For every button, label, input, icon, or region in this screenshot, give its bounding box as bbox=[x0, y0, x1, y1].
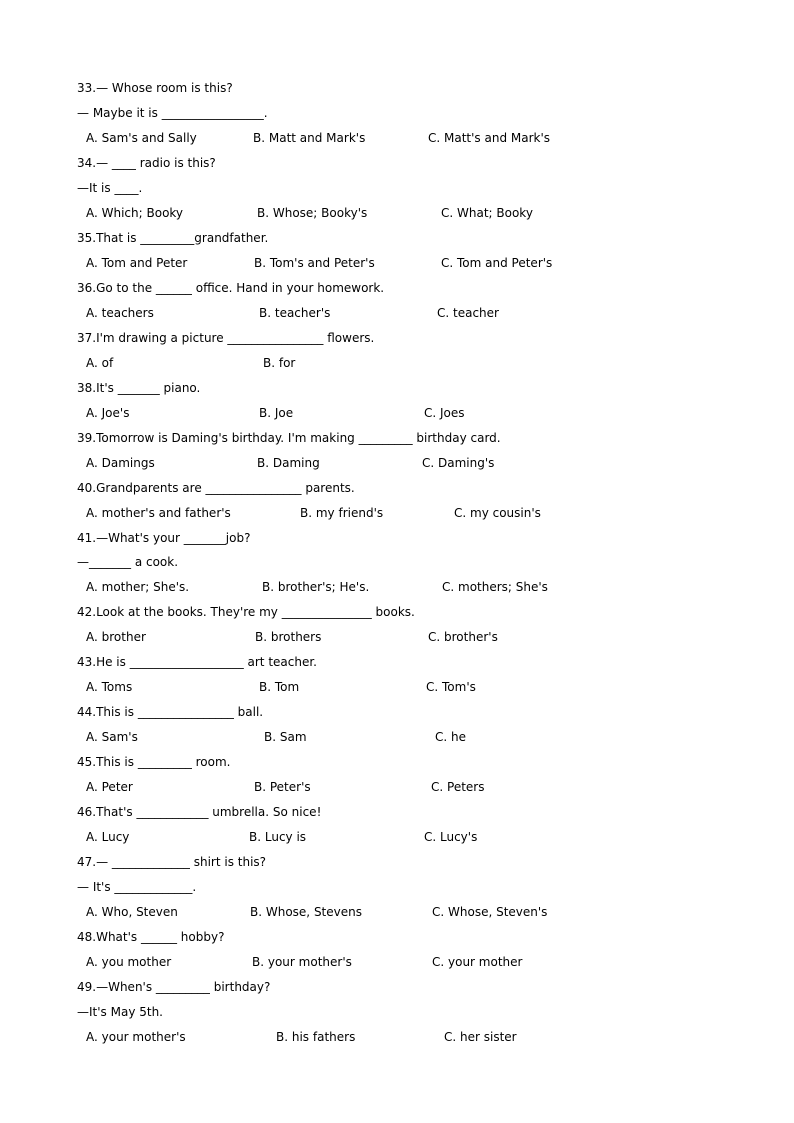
answer-option: C. my cousin's bbox=[454, 505, 541, 520]
question-text: 42.Look at the books. They're my _______________ books. bbox=[77, 605, 415, 620]
question-text: 35.That is _________grandfather. bbox=[77, 230, 269, 245]
answer-option: B. for bbox=[263, 355, 296, 370]
question-text: 47.— _____________ shirt is this? bbox=[77, 855, 267, 870]
answer-option: C. Whose, Steven's bbox=[432, 905, 548, 919]
answer-option: C. mothers; She's bbox=[442, 580, 548, 595]
answer-option: B. Sam bbox=[264, 730, 307, 745]
answer-option: B. teacher's bbox=[259, 305, 331, 320]
answer-option: C. Matt's and Mark's bbox=[428, 130, 551, 145]
answer-option: A. Sam's bbox=[86, 730, 138, 745]
question-text: 44.This is ________________ ball. bbox=[77, 705, 264, 720]
answer-option: C. brother's bbox=[428, 630, 498, 645]
answer-option: C. Tom's bbox=[426, 680, 476, 695]
answer-option: A. Joe's bbox=[86, 405, 130, 420]
answer-option: A. brother bbox=[86, 630, 146, 645]
answer-option: A. Damings bbox=[86, 455, 155, 470]
question-text: 49.—When's _________ birthday? bbox=[77, 979, 271, 994]
question-text: 41.—What's your _______job? bbox=[77, 530, 251, 545]
answer-option: A. Peter bbox=[86, 780, 133, 795]
answer-option: B. Lucy is bbox=[249, 830, 307, 845]
answer-option: B. Tom's and Peter's bbox=[254, 255, 375, 270]
answer-option: B. Matt and Mark's bbox=[253, 130, 366, 145]
answer-option: C. Tom and Peter's bbox=[441, 255, 553, 270]
question-text: 36.Go to the ______ office. Hand in your homework. bbox=[77, 280, 385, 295]
answer-option: A. your mother's bbox=[86, 1029, 186, 1044]
answer-option: C. Daming's bbox=[422, 455, 495, 470]
answer-option: B. my friend's bbox=[300, 505, 384, 520]
question-text: 43.He is ___________________ art teacher. bbox=[77, 655, 317, 670]
answer-option: C. teacher bbox=[437, 305, 499, 320]
question-followup-text: — Maybe it is _________________. bbox=[77, 106, 268, 120]
answer-option: B. Tom bbox=[259, 680, 300, 695]
question-text: 38.It's _______ piano. bbox=[77, 380, 201, 395]
answer-option: A. Sam's and Sally bbox=[86, 130, 197, 145]
question-text: 45.This is _________ room. bbox=[77, 755, 231, 770]
answer-option: A. Tom and Peter bbox=[86, 255, 188, 270]
question-followup-text: —It is ____. bbox=[77, 180, 143, 195]
answer-option: C. Joes bbox=[424, 405, 465, 420]
answer-option: A. you mother bbox=[86, 954, 172, 969]
answer-option: A. of bbox=[86, 355, 114, 370]
answer-option: B. Joe bbox=[259, 405, 294, 420]
answer-option: C. Lucy's bbox=[424, 830, 478, 845]
answer-option: A. mother's and father's bbox=[86, 505, 231, 520]
answer-option: C. your mother bbox=[432, 954, 523, 969]
question-followup-text: —It's May 5th. bbox=[77, 1004, 163, 1019]
answer-option: C. What; Booky bbox=[441, 205, 533, 220]
answer-option: B. Daming bbox=[257, 455, 320, 470]
answer-option: B. his fathers bbox=[276, 1029, 356, 1044]
answer-option: B. Whose, Stevens bbox=[250, 905, 362, 919]
question-followup-text: —_______ a cook. bbox=[77, 555, 179, 570]
question-followup-text: — It's _____________. bbox=[77, 880, 197, 894]
answer-option: B. brother's; He's. bbox=[262, 580, 370, 595]
answer-option: C. her sister bbox=[444, 1029, 517, 1044]
answer-option: B. your mother's bbox=[252, 954, 352, 969]
question-text: 37.I'm drawing a picture ________________ flowers. bbox=[77, 330, 375, 345]
question-text: 48.What's ______ hobby? bbox=[77, 930, 225, 944]
question-text: 39.Tomorrow is Daming's birthday. I'm making _________ birthday card. bbox=[77, 430, 501, 445]
answer-option: A. Lucy bbox=[86, 830, 130, 845]
question-text: 46.That's ____________ umbrella. So nice! bbox=[77, 805, 322, 820]
answer-option: A. Which; Booky bbox=[86, 205, 184, 220]
question-text: 33.— Whose room is this? bbox=[77, 81, 233, 95]
question-text: 40.Grandparents are ________________ parents. bbox=[77, 480, 355, 495]
answer-option: A. Who, Steven bbox=[86, 905, 178, 919]
answer-option: B. Peter's bbox=[254, 780, 311, 795]
answer-option: A. mother; She's. bbox=[86, 580, 190, 595]
question-text: 34.— ____ radio is this? bbox=[77, 155, 216, 170]
answer-option: B. Whose; Booky's bbox=[257, 205, 368, 220]
answer-option: C. he bbox=[435, 730, 466, 745]
answer-option: B. brothers bbox=[255, 630, 322, 645]
answer-option: A. teachers bbox=[86, 305, 154, 320]
answer-option: A. Toms bbox=[86, 680, 133, 695]
answer-option: C. Peters bbox=[431, 780, 485, 795]
